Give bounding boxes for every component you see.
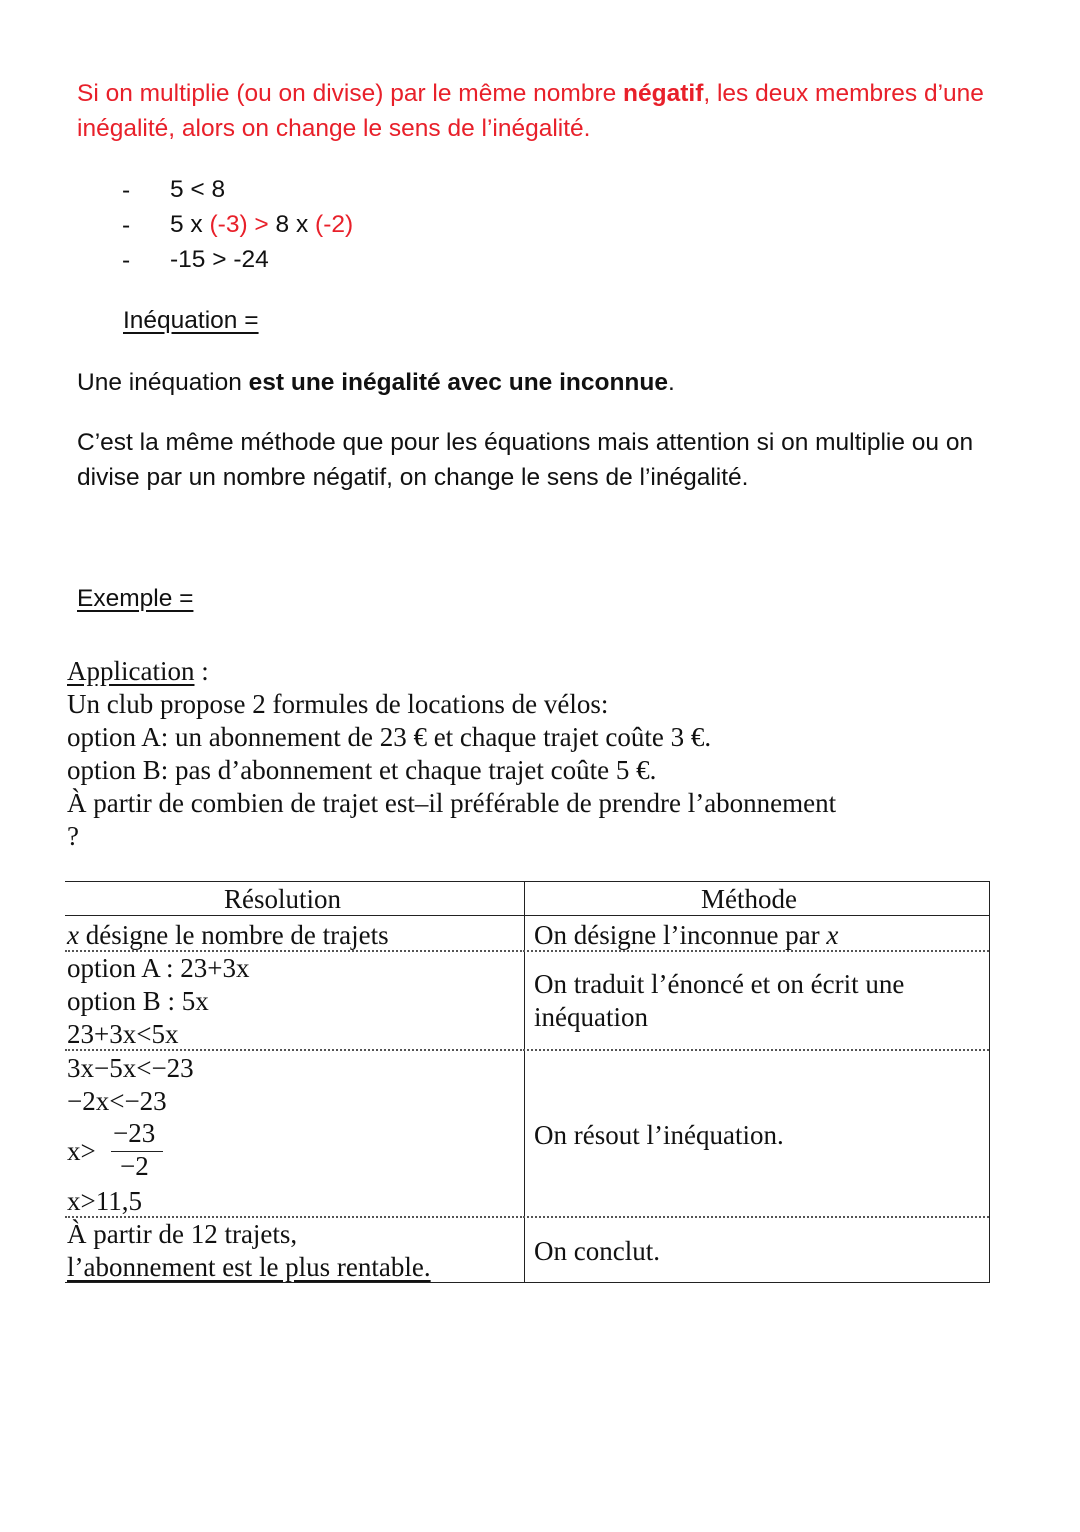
header-methode: Méthode (701, 884, 797, 914)
definition-text-end: . (667, 369, 675, 396)
inequation-heading: Inéquation = (123, 307, 259, 334)
bullet-line-2-factor-a: (-3) (209, 211, 248, 238)
application-line-2: option A: un abonnement de 23 € et chaque trajet coûte 3 €. (67, 722, 712, 752)
bullet-line-2-sign: > (247, 211, 276, 238)
rule-text-start: Si on multiplie (ou on divise) par le même nombre (77, 80, 624, 107)
bullet-line-2-a: 5 x (170, 211, 210, 238)
table-header-border (65, 915, 990, 916)
row2-resolution (67, 952, 250, 1051)
row3-step-3-lhs: x> (67, 1136, 96, 1166)
row1-methode (534, 919, 838, 952)
row1-methode-text: On désigne l’inconnue par (534, 920, 827, 950)
application-line-3: option B: pas d’abonnement et chaque trajet coûte 5 €. (67, 755, 657, 785)
application-title: Application (67, 656, 195, 686)
variable-x: x (67, 920, 79, 950)
rule-paragraph (77, 76, 1017, 146)
rule-bold-word: négatif (623, 80, 704, 107)
bullet-line-2-factor-b: (-2) (315, 211, 354, 238)
row3-step-4: x>11,5 (67, 1186, 142, 1216)
application-line-5: ? (67, 821, 79, 851)
variable-x: x (826, 920, 839, 950)
bullet-marker: - (122, 247, 131, 274)
method-paragraph: C’est la même méthode que pour les équations mais attention si on multiplie ou on divise par un nombre négatif, on change le sens de l’inégalité. (77, 429, 974, 491)
example-heading: Exemple = (77, 585, 194, 612)
row4-methode: On conclut. (534, 1236, 660, 1266)
bullet-marker: - (122, 177, 131, 204)
bullet-marker: - (122, 212, 131, 239)
table-right-border (989, 881, 990, 1283)
fraction-denominator: −2 (120, 1151, 149, 1181)
row3-step-2: −2x<−23 (67, 1086, 167, 1116)
table-top-border (65, 881, 990, 882)
row4-resolution (67, 1218, 431, 1284)
row-separator (527, 1049, 989, 1051)
bullet-line-1: 5 < 8 (170, 176, 226, 203)
row3-step-1: 3x−5x<−23 (67, 1053, 194, 1083)
application-colon: : (194, 656, 209, 686)
row2-methode: On traduit l’énoncé et on écrit une inéquation (534, 969, 905, 1032)
row1-resolution-text: désigne le nombre de trajets (78, 920, 389, 950)
row2-inequation: 23+3x<5x (67, 1019, 179, 1049)
row2-option-a: option A : 23+3x (67, 953, 250, 983)
row-separator (527, 1216, 989, 1218)
bullet-line-2-b: 8 x (275, 211, 316, 238)
application-line-4: À partir de combien de trajet est–il préférable de prendre l’abonnement (67, 788, 837, 818)
row2-option-b: option B : 5x (67, 986, 209, 1016)
bullet-line-2 (170, 211, 353, 239)
definition-paragraph (77, 369, 675, 397)
row3-methode: On résout l’inéquation. (534, 1120, 784, 1150)
table-column-divider (524, 881, 525, 1283)
row1-resolution (67, 919, 389, 952)
application-title-line (67, 655, 836, 688)
definition-bold: est une inégalité avec une inconnue (248, 369, 668, 396)
definition-text-start: Une inéquation (77, 369, 249, 396)
bullet-line-3: -15 > -24 (170, 246, 269, 273)
rule-text-end: , les deux membres d’une inégalité, alors on change le sens de l’inégalité. (77, 80, 984, 142)
row4-conclusion-1: À partir de 12 trajets, (67, 1219, 298, 1249)
header-resolution: Résolution (224, 884, 342, 914)
row4-conclusion-2: l’abonnement est le plus rentable. (67, 1252, 431, 1282)
application-block (67, 655, 836, 853)
fraction-numerator: −23 (113, 1118, 156, 1148)
application-line-1: Un club propose 2 formules de locations de vélos: (67, 689, 609, 719)
